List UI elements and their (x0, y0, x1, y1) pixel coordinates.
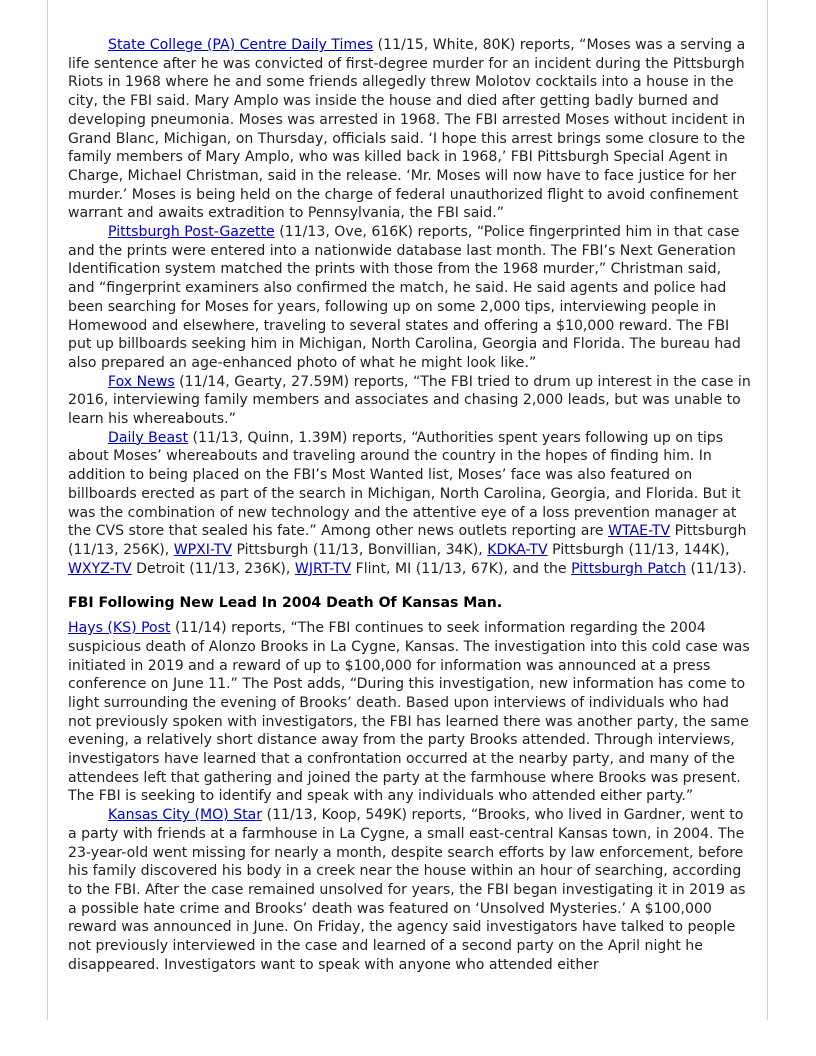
link-hays-post[interactable]: Hays (KS) Post (68, 620, 171, 637)
paragraph-text: (11/15, White, 80K) reports, “Moses was a serving a life sentence after he was convicted of first-degree murder for an incident during the Pittsburgh Riots in 1968 where he and some friends allegedly threw Molotov cocktails into a house in the city, the FBI said. Mary Amplo was inside the house and died after getting badly burned and developing pneumonia. Moses was arrested in 1968. The FBI arrested Moses without incident in Grand Blanc, Michigan, on Thursday, officials said. ‘I hope this arrest brings some closure to the family members of Mary Amplo, who was killed back in 1968,’ FBI Pittsburgh Special Agent in Charge, Michael Christman, said in the release. ‘Mr. Moses will now have to face justice for her murder.’ Moses is being held on the charge of federal unauthorized flight to avoid confinement warrant and awaits extradition to Pennsylvania, the FBI said.” (68, 37, 746, 222)
link-centre-daily-times[interactable]: State College (PA) Centre Daily Times (108, 37, 374, 53)
paragraph-daily-beast (68, 429, 752, 579)
paragraph-post-gazette (68, 223, 752, 373)
link-kdka-tv[interactable]: KDKA-TV (487, 541, 548, 558)
document-page (47, 0, 768, 1020)
paragraph-text: (11/13, Ove, 616K) reports, “Police fingerprinted him in that case and the prints were entered into a nationwide database last month. The FBI’s Next Generation Identification system matched the prints with those from the 1968 murder,” Christman said, and “fingerprint examiners also confirmed the match, he said. He said agents and police had been searching for Moses for years, following up on some 2,000 tips, interviewing people in Homewood and elsewhere, traveling to several states and offering a $10,000 reward. The FBI put up billboards seeking him in Michigan, North Carolina, Georgia and Florida. The bureau had also prepared an age-enhanced photo of what he might look like.” (68, 224, 741, 371)
paragraph-text: (11/14) reports, “The FBI continues to seek information regarding the 2004 suspicious death of Alonzo Brooks in La Cygne, Kansas. The investigation into this cold case was initiated in 2019 and a reward of up to $100,000 for information was announced at a press conference on June 11.” The Post adds, “During this investigation, new information has come to light surrounding the evening of Brooks’ death. Based upon interviews of individuals who had not previously spoken with investigators, the FBI has learned there was another party, the same evening, a relatively short distance away from the party Brooks attended. Through interviews, investigators have learned that a confrontation occurred at the nearby party, and many of the attendees left that gathering and joined the party at the farmhouse where Brooks was present. The FBI is seeking to identify and speak with any individuals who attended either party.” (68, 620, 750, 805)
link-wxyz-tv[interactable]: WXYZ-TV (68, 560, 132, 577)
paragraph-centre-daily-times (68, 36, 752, 223)
paragraph-text: (11/14, Gearty, 27.59M) reports, “The FBI tried to drum up interest in the case in 2016, interviewing family members and associates and chasing 2,000 leads, but was unable to learn his whereabouts.” (68, 373, 751, 428)
link-pittsburgh-post-gazette[interactable]: Pittsburgh Post-Gazette (108, 224, 275, 241)
outlet-detail: (11/13). (686, 560, 747, 577)
link-wpxi-tv[interactable]: WPXI-TV (173, 541, 232, 558)
link-wjrt-tv[interactable]: WJRT-TV (294, 560, 352, 577)
link-wtae-tv[interactable]: WTAE-TV (608, 523, 671, 540)
link-kansas-city-star[interactable]: Kansas City (MO) Star (108, 807, 263, 824)
paragraph-fox-news (68, 373, 752, 429)
link-fox-news[interactable]: Fox News (108, 373, 175, 390)
paragraph-kansas-city-star (68, 806, 752, 974)
paragraph-hays-post (68, 619, 752, 806)
article-headline: FBI Following New Lead In 2004 Death Of Kansas Man. (68, 595, 503, 612)
paragraph-text: (11/13, Koop, 549K) reports, “Brooks, who lived in Gardner, went to a party with friends at a farmhouse in La Cygne, a small east-central Kansas town, in 2004. The 23-year-old went missing for nearly a month, despite search efforts by law enforcement, before his family discovered his body in a creek near the house within an hour of searching, according to the FBI. After the case remained unsolved for years, the FBI began investigating it in 2019 as a possible hate crime and Brooks’ death was featured on ‘Unsolved Mysteries.’ A $100,000 reward was announced in June. On Friday, the agency said investigators have talked to people not previously interviewed in the case and learned of a second party on the April night he disappeared. Investigators want to speak with anyone who attended either (68, 807, 746, 973)
link-pittsburgh-patch[interactable]: Pittsburgh Patch (571, 560, 687, 577)
outlet-detail: Detroit (11/13, 236K), (131, 560, 295, 577)
outlet-detail: Pittsburgh (11/13, Bonvillian, 34K), (231, 541, 488, 558)
link-daily-beast[interactable]: Daily Beast (108, 429, 188, 446)
outlet-detail: Pittsburgh (11/13, 144K), (547, 541, 730, 558)
outlet-detail: Pittsburgh (11/13, 256K), (68, 523, 747, 558)
paragraph-text: (11/13, Quinn, 1.39M) reports, “Authorities spent years following up on tips about Moses’ whereabouts and traveling around the country in the hopes of finding him. In addition to being placed on the FBI’s Most Wanted list, Moses’ face was also featured on billboards erected as part of the search in Michigan, North Carolina, Georgia, and Florida. But it was the combination of new technology and the attentive eye of a loss prevention manager at the CVS store that sealed his fate.” Among other news outlets reporting are (68, 429, 741, 540)
outlet-detail: Flint, MI (11/13, 67K), and the (351, 560, 572, 577)
document-body (68, 36, 752, 974)
